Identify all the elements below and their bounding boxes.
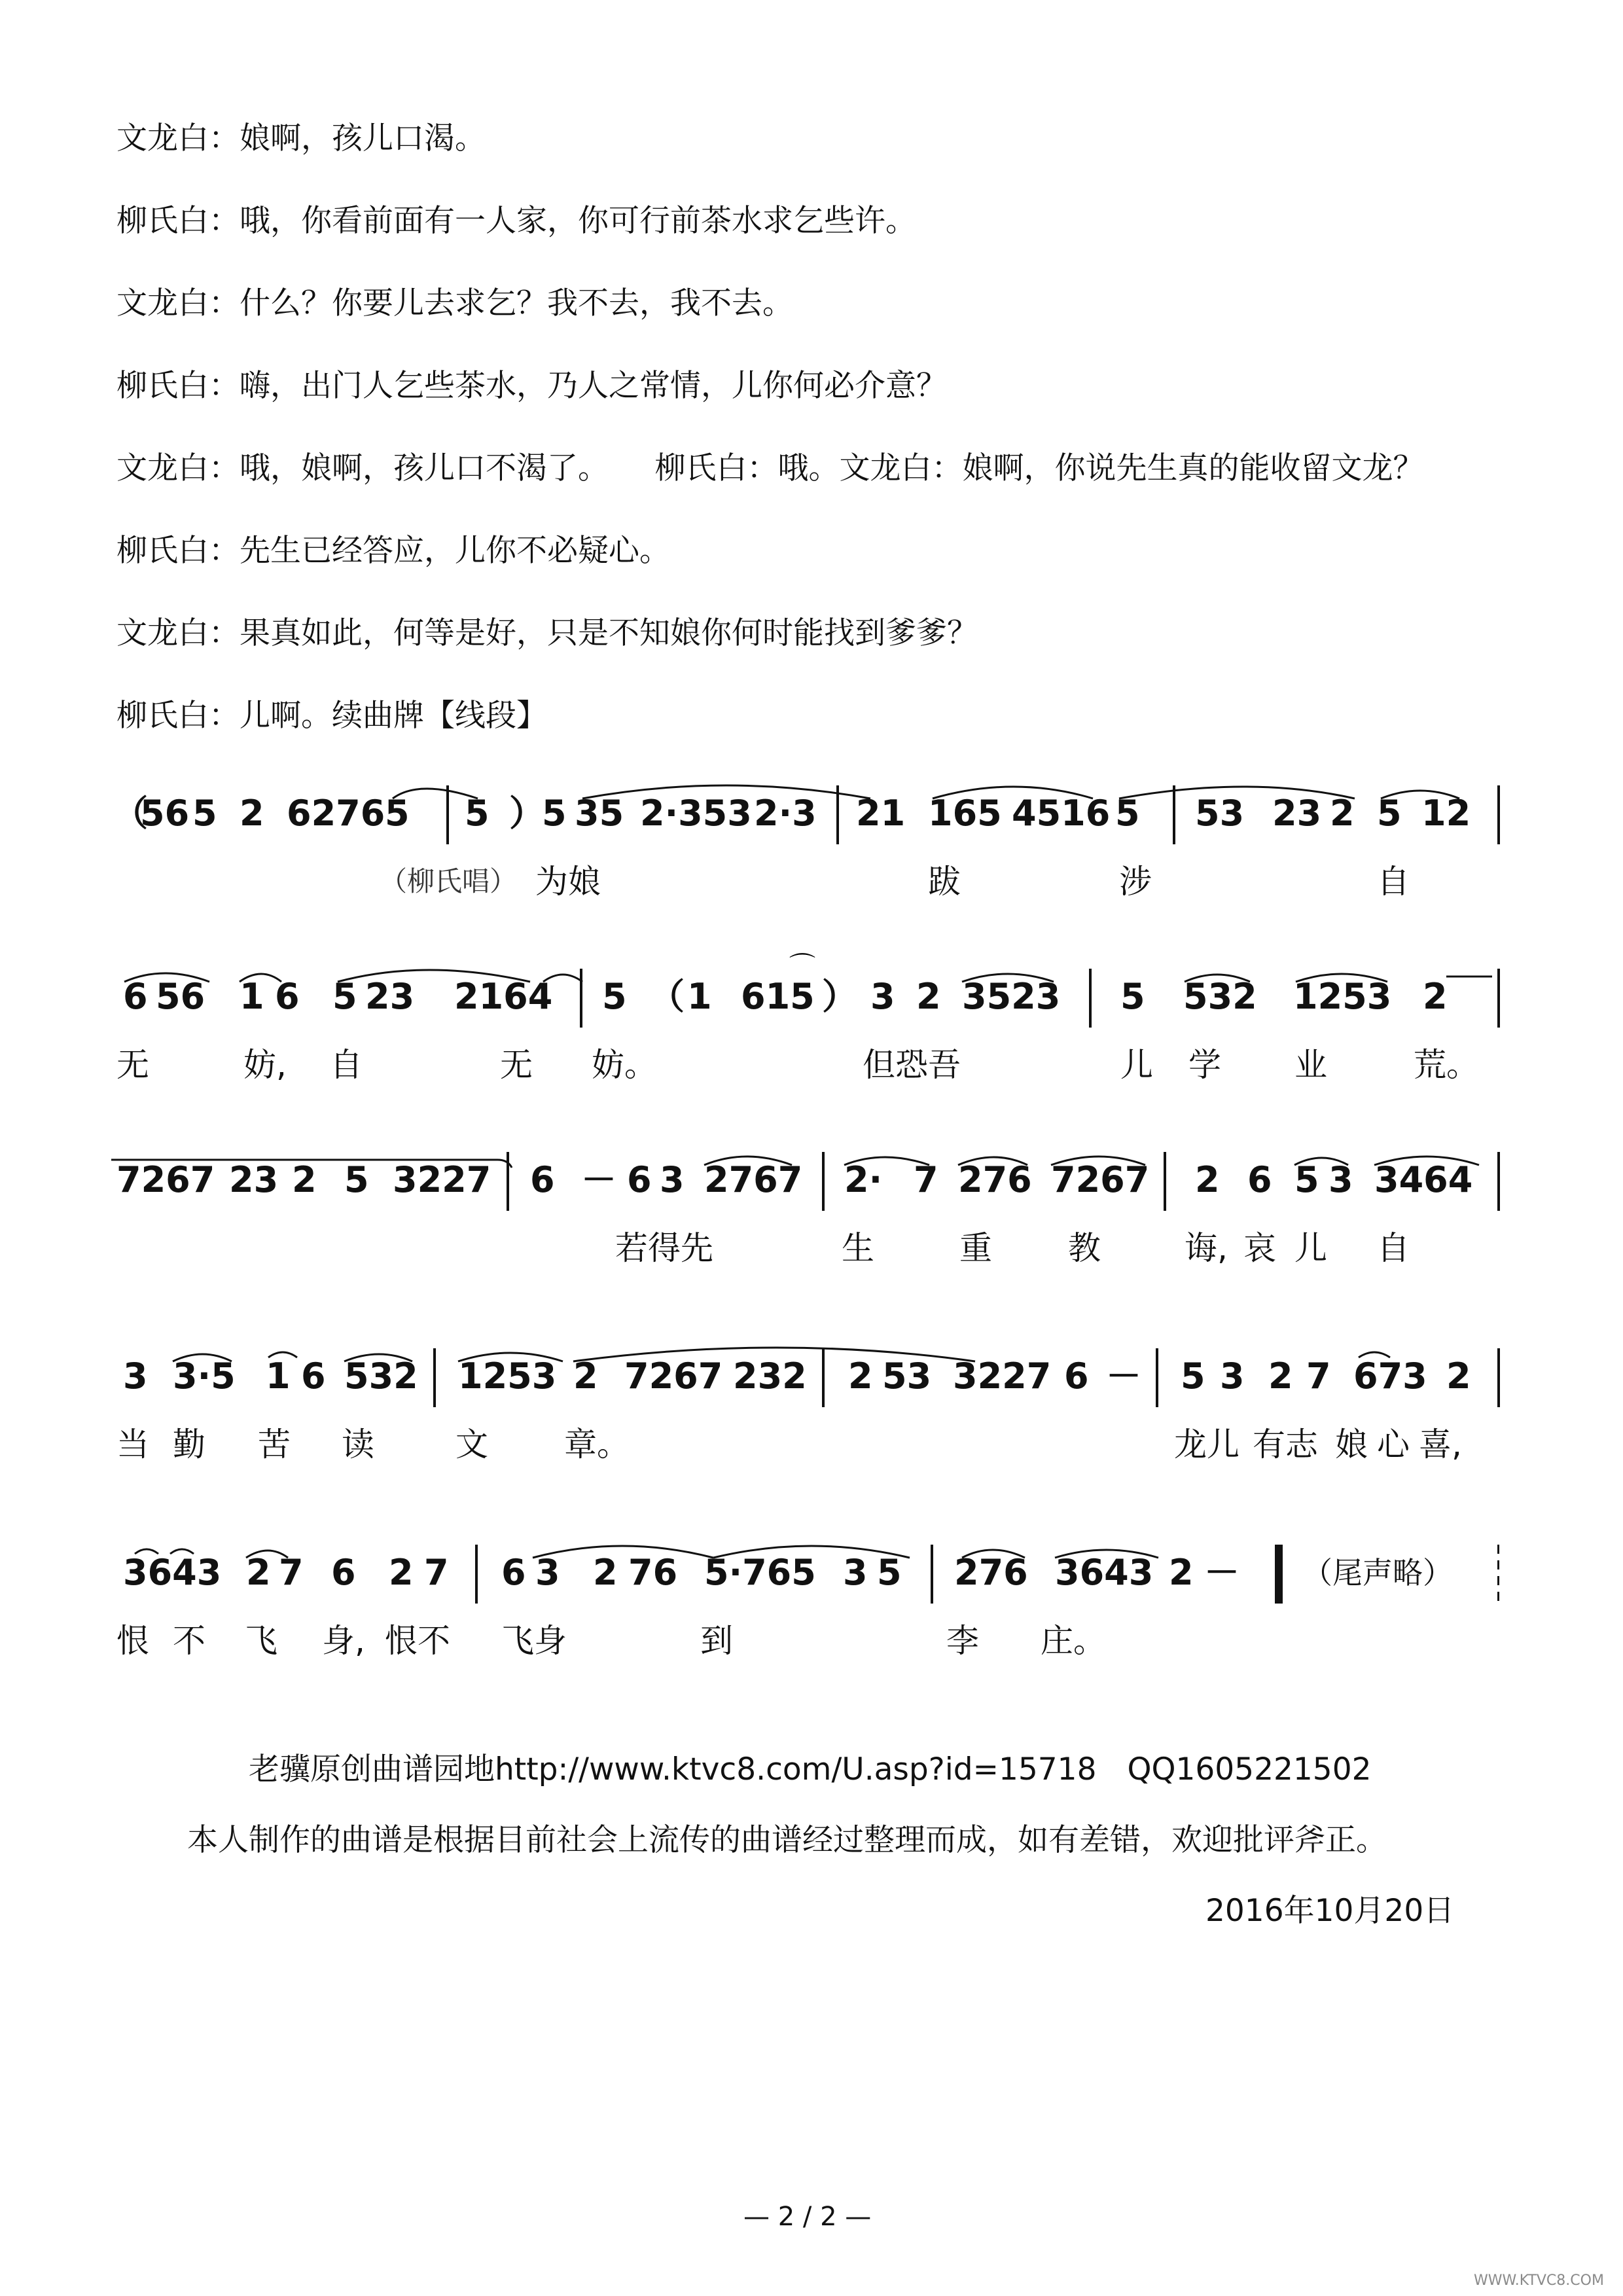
note-group: 532 — [344, 1355, 418, 1397]
fermata-icon: ⌒ — [789, 952, 815, 982]
lyric: 儿 — [1294, 1229, 1327, 1267]
note-group: 1 — [266, 1355, 291, 1397]
lyric: 喜, — [1419, 1426, 1462, 1463]
lyric: 自 — [1377, 863, 1410, 901]
lyric: 诲, — [1185, 1229, 1228, 1267]
note-group: 23 — [1272, 793, 1322, 834]
notation-row — [111, 1342, 1518, 1414]
lyric: 恨不 — [385, 1622, 450, 1660]
note-group: 3 — [535, 1552, 560, 1593]
note-group: 2 — [389, 1552, 414, 1593]
slur-marks — [111, 1342, 1518, 1414]
lyric: 自 — [330, 1046, 363, 1084]
lyric: 妨。 — [592, 1046, 657, 1084]
note-group: 7267 — [116, 1159, 215, 1200]
note-group: 2· — [844, 1159, 883, 1200]
note-group: － — [1204, 1552, 1240, 1593]
note-group: 6 — [530, 1159, 555, 1200]
note-group: 56 — [140, 793, 190, 834]
note-group: 53 — [1195, 793, 1245, 834]
note-group: 1 — [240, 976, 264, 1017]
dialogue-line: 柳氏白：嗨，出门人乞些茶水，乃人之常情，儿你何必介意？ — [116, 368, 947, 404]
note-group: 5·765 — [704, 1552, 816, 1593]
note-group: 165 — [928, 793, 1002, 834]
lyric: 荒。 — [1414, 1046, 1479, 1084]
note-group: 673 — [1353, 1355, 1427, 1397]
note-group: 5 — [385, 793, 410, 834]
lyric: 飞 — [245, 1622, 277, 1660]
note-group: 3523 — [962, 976, 1061, 1017]
note-group: 2 — [1423, 976, 1448, 1017]
lyric: 心 — [1377, 1426, 1410, 1463]
notation-row — [111, 1145, 1518, 1217]
note-group: 21 — [856, 793, 906, 834]
lyrics-row — [111, 1422, 1518, 1467]
note-group: 232 — [733, 1355, 807, 1397]
lyric: 儿 — [1120, 1046, 1153, 1084]
note-group: － — [1106, 1355, 1141, 1397]
note-group: 5 — [1181, 1355, 1205, 1397]
lyrics-row — [111, 1618, 1518, 1664]
slur-marks — [111, 1538, 1518, 1610]
lyric: 读 — [342, 1426, 374, 1463]
note-group: 6 — [1247, 1159, 1272, 1200]
lyric: 娘 — [1335, 1426, 1368, 1463]
lyric: 苦 — [258, 1426, 291, 1463]
lyric: 无 — [116, 1046, 149, 1084]
note-group: 276 — [958, 1159, 1032, 1200]
note-group: 5 — [344, 1159, 369, 1200]
note-group: ） — [509, 793, 544, 834]
note-group: 3643 — [1055, 1552, 1154, 1593]
note-group: 3464 — [1374, 1159, 1473, 1200]
lyrics-row — [111, 1225, 1518, 1271]
note-group: 6 — [301, 1355, 326, 1397]
note-group: 6 — [331, 1552, 356, 1593]
dialogue-line: 文龙白：果真如此，何等是好，只是不知娘你何时能找到爹爹？ — [116, 615, 978, 651]
note-group: 3·5 — [173, 1355, 236, 1397]
note-group: 35 — [575, 793, 624, 834]
note-group: 7 — [1306, 1355, 1331, 1397]
note-group: 6 — [501, 1552, 526, 1593]
note-group: 23 — [365, 976, 415, 1017]
note-group: 6 — [627, 1159, 652, 1200]
note-group: 7267 — [624, 1355, 723, 1397]
dialogue-line: 文龙白：什么？你要儿去求乞？我不去，我不去。 — [116, 285, 793, 321]
lyric: 庄。 — [1041, 1622, 1106, 1660]
note-group: 3 — [870, 976, 895, 1017]
note-group: 4516 — [1012, 793, 1111, 834]
note-group: 2 — [916, 976, 941, 1017]
lyric: 身, — [322, 1622, 365, 1660]
note-group: 1253 — [458, 1355, 557, 1397]
lyric: 重 — [959, 1229, 992, 1267]
lyric: （柳氏唱） — [380, 865, 518, 897]
note-group: 2 — [573, 1355, 598, 1397]
lyric: 当 — [116, 1426, 149, 1463]
note-group: 7 — [914, 1159, 938, 1200]
lyric: 恨 — [116, 1622, 149, 1660]
lyric: 文 — [455, 1426, 488, 1463]
notation-row — [111, 779, 1518, 851]
note-group: 2 — [1268, 1355, 1293, 1397]
note-group: 2 — [246, 1552, 271, 1593]
lyric: 业 — [1294, 1046, 1327, 1084]
lyric: 学 — [1188, 1046, 1221, 1084]
note-group: 2 — [1446, 1355, 1471, 1397]
note-group: 615 — [741, 976, 815, 1017]
lyric: 但恐吾 — [863, 1046, 961, 1084]
lyric: 生 — [842, 1229, 874, 1267]
lyric: 有志 — [1253, 1426, 1318, 1463]
lyric: 哀 — [1243, 1229, 1276, 1267]
dialogue-line: 柳氏白：哦，你看前面有一人家，你可行前茶水求乞些许。 — [116, 203, 916, 239]
lyric: 妨, — [243, 1046, 287, 1084]
note-group: 5 — [877, 1552, 902, 1593]
note-group: 3643 — [123, 1552, 222, 1593]
lyric: 龙儿 — [1174, 1426, 1240, 1463]
lyrics-row — [111, 1042, 1518, 1088]
note-group: ） — [822, 976, 857, 1017]
note-group: 7267 — [1051, 1159, 1150, 1200]
note-group: 56 — [156, 976, 205, 1017]
note-group: 6 — [275, 976, 300, 1017]
slur-marks — [111, 952, 1518, 1034]
dialogue-line: 柳氏白：先生已经答应，儿你不必疑心。 — [116, 533, 670, 569]
note-group: 3227 — [953, 1355, 1052, 1397]
note-group: 6 — [1064, 1355, 1089, 1397]
slur-marks — [111, 1145, 1518, 1217]
ending-note: （尾声略） — [1302, 1555, 1453, 1590]
note-group: 5 — [192, 793, 217, 834]
notation-row — [111, 952, 1518, 1034]
note-group: 53 — [882, 1355, 932, 1397]
note-group: 2 — [1195, 1159, 1220, 1200]
note-group: 2·3 — [754, 793, 817, 834]
note-group: 5 — [1120, 976, 1145, 1017]
lyric: 到 — [700, 1622, 733, 1660]
note-group: 5 — [332, 976, 357, 1017]
disclaimer: 本人制作的曲谱是根据目前社会上流传的曲谱经过整理而成，如有差错，欢迎批评斧正。 — [187, 1822, 1387, 1858]
note-group: 1253 — [1293, 976, 1392, 1017]
page-number: — 2 / 2 — — [743, 2202, 872, 2232]
source-credit: 老骥原创曲谱园地http://www.ktvc8.com/U.asp?id=15718 QQ1605221502 — [249, 1751, 1372, 1787]
lyric: 章。 — [564, 1426, 630, 1463]
note-group: 7 — [424, 1552, 449, 1593]
note-group: 7 — [279, 1552, 304, 1593]
lyric: 勤 — [173, 1426, 205, 1463]
note-group: 3 — [123, 1355, 148, 1397]
note-group: 2 — [292, 1159, 317, 1200]
note-group: 6276 — [287, 793, 385, 834]
note-group: 3 — [1220, 1355, 1245, 1397]
note-group: 2 — [1169, 1552, 1194, 1593]
note-group: 532 — [1183, 976, 1257, 1017]
note-group: 2 — [593, 1552, 618, 1593]
lyric: 跋 — [928, 863, 961, 901]
dialogue-line: 柳氏白：儿啊。续曲牌【线段】 — [116, 698, 547, 734]
lyric: 无 — [500, 1046, 533, 1084]
note-group: 3 — [1329, 1159, 1353, 1200]
lyric: 飞身 — [501, 1622, 567, 1660]
note-group: 2·353 — [640, 793, 752, 834]
note-group: 276 — [954, 1552, 1028, 1593]
lyric: 李 — [946, 1622, 979, 1660]
note-group: 2767 — [704, 1159, 803, 1200]
note-group: 2164 — [454, 976, 553, 1017]
note-group: （ — [113, 793, 148, 834]
dialogue-line: 文龙白：哦，娘啊，孩儿口不渴了。 柳氏白：哦。文龙白：娘啊，你说先生真的能收留文龙？ — [116, 450, 1424, 486]
note-group: 3 — [660, 1159, 685, 1200]
slur-marks — [111, 779, 1518, 851]
lyric: 教 — [1068, 1229, 1101, 1267]
note-group: 76 — [628, 1552, 678, 1593]
watermark: WWW.KTVC8.COM — [1474, 2272, 1604, 2289]
dialogue-line: 文龙白：娘啊，孩儿口渴。 — [116, 120, 486, 156]
lyric: 自 — [1377, 1229, 1410, 1267]
note-group: 2 — [848, 1355, 873, 1397]
note-group: 2 — [1330, 793, 1355, 834]
date: 2016年10月20日 — [1205, 1893, 1455, 1929]
lyric: 若得先 — [615, 1229, 713, 1267]
lyric: 不 — [173, 1622, 205, 1660]
note-group: 12 — [1421, 793, 1471, 834]
note-group: 3227 — [393, 1159, 491, 1200]
lyrics-row — [111, 859, 1518, 905]
note-group: 5 — [1377, 793, 1402, 834]
note-group: 5 — [465, 793, 490, 834]
note-group: （ — [649, 976, 685, 1017]
note-group: 5 — [1115, 793, 1140, 834]
note-group: 2 — [240, 793, 264, 834]
notation-row — [111, 1538, 1518, 1610]
note-group: 5 — [602, 976, 627, 1017]
lyric: 为娘 — [535, 863, 601, 901]
note-group: 1 — [687, 976, 712, 1017]
note-group: 5 — [542, 793, 567, 834]
note-group: 6 — [123, 976, 148, 1017]
note-group: － — [581, 1159, 616, 1200]
note-group: 3 — [843, 1552, 868, 1593]
note-group: 23 — [229, 1159, 279, 1200]
note-group: 5 — [1294, 1159, 1319, 1200]
lyric: 涉 — [1119, 863, 1152, 901]
